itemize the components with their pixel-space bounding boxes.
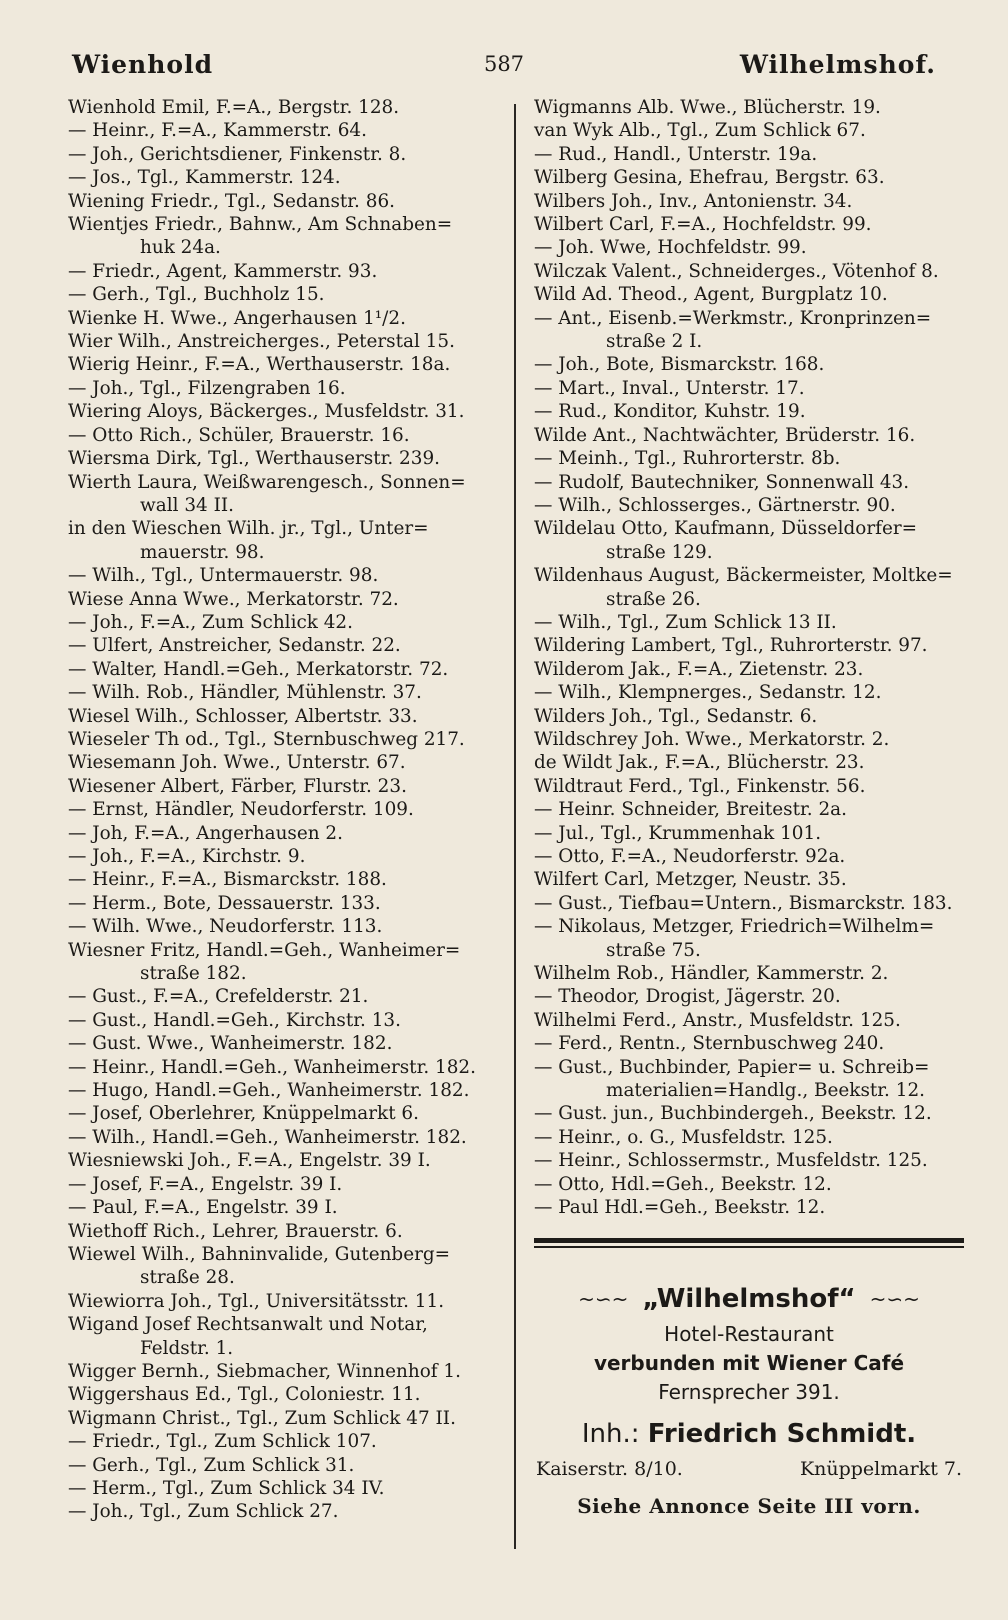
directory-entry: — Ant., Eisenb.=Werkmstr., Kronprinzen= [534, 307, 932, 329]
directory-entry: — Paul, F.=A., Engelstr. 39 I. [68, 1197, 338, 1219]
directory-entry: — Josef, F.=A., Engelstr. 39 I. [68, 1173, 343, 1195]
advert-owner-prefix: Inh.: [581, 1418, 640, 1449]
directory-entry-continuation: materialien=Handlg., Beekstr. 12. [606, 1080, 925, 1102]
advert-title: „Wilhelmshof“ [642, 1283, 856, 1314]
directory-entry: — Ernst, Händler, Neudorferstr. 109. [68, 799, 414, 821]
right-column [534, 96, 964, 1518]
directory-entry: Wienke H. Wwe., Angerhausen 1¹/2. [68, 307, 406, 329]
directory-entry: — Wilh. Wwe., Neudorferstr. 113. [68, 916, 383, 938]
directory-entry-continuation: straße 182. [140, 963, 247, 985]
directory-entry: Wiersma Dirk, Tgl., Werthauserstr. 239. [68, 448, 441, 470]
directory-entry: Wieseler Th od., Tgl., Sternbuschweg 217. [68, 728, 465, 750]
directory-entry: — Rudolf, Bautechniker, Sonnenwall 43. [534, 471, 910, 493]
directory-entry: — Meinh., Tgl., Ruhrorterstr. 8b. [534, 448, 841, 470]
directory-entry: — Wilh., Schlosserges., Gärtnerstr. 90. [534, 494, 896, 516]
directory-entry: — Heinr. Schneider, Breitestr. 2a. [534, 799, 847, 821]
advertisement [534, 1280, 964, 1518]
header-last-entry: Wilhelmshof. [739, 50, 936, 79]
advert-line-1: Hotel-Restaurant [664, 1321, 834, 1346]
advert-owner [534, 1413, 964, 1455]
directory-entry: — Joh. Wwe, Hochfeldstr. 99. [534, 237, 807, 259]
directory-entry: — Theodor, Drogist, Jägerstr. 20. [534, 986, 841, 1008]
directory-entry: — Friedr., Agent, Kammerstr. 93. [68, 260, 378, 282]
directory-entry-continuation: straße 75. [606, 939, 701, 961]
directory-entry: — Walter, Handl.=Geh., Merkatorstr. 72. [68, 658, 449, 680]
directory-entry: Wildtraut Ferd., Tgl., Finkenstr. 56. [534, 775, 866, 797]
left-column [68, 96, 504, 1524]
directory-entry: — Jos., Tgl., Kammerstr. 124. [68, 167, 341, 189]
directory-entry: — Wilh., Tgl., Untermauerstr. 98. [68, 565, 379, 587]
directory-entry: — Joh, F.=A., Angerhausen 2. [68, 822, 343, 844]
directory-entry: Wiening Friedr., Tgl., Sedanstr. 86. [68, 190, 395, 212]
directory-entry: — Joh., Tgl., Filzengraben 16. [68, 377, 346, 399]
directory-entry: Wigmanns Alb. Wwe., Blücherstr. 19. [534, 97, 881, 118]
directory-entry: Wilderom Jak., F.=A., Zietenstr. 23. [534, 658, 864, 680]
directory-entry: Wildenhaus August, Bäckermeister, Moltke= [534, 565, 953, 587]
directory-entry: Wilczak Valent., Schneiderges., Vötenhof 8. [534, 260, 939, 282]
advert-owner-name: Friedrich Schmidt. [647, 1418, 917, 1449]
directory-entry: — Wilh., Tgl., Zum Schlick 13 II. [534, 611, 837, 633]
directory-entry: Wiewel Wilh., Bahninvalide, Gutenberg= [68, 1243, 451, 1265]
directory-entry: de Wildt Jak., F.=A., Blücherstr. 23. [534, 752, 865, 774]
directory-entry: — Heinr., F.=A., Bismarckstr. 188. [68, 869, 387, 891]
directory-entry: — Otto, F.=A., Neudorferstr. 92a. [534, 846, 846, 867]
advert-line-2: verbunden mit Wiener Café [593, 1350, 905, 1375]
advert-rule-thick [534, 1238, 964, 1243]
directory-entry: Wiese Anna Wwe., Merkatorstr. 72. [68, 588, 399, 610]
right-entries [534, 96, 964, 1220]
directory-entry: — Joh., F.=A., Zum Schlick 42. [68, 611, 353, 633]
directory-entry-continuation: Feldstr. 1. [140, 1337, 234, 1359]
directory-entry-continuation: straße 2 I. [606, 331, 703, 353]
directory-entry: — Gust., F.=A., Crefelderstr. 21. [68, 986, 369, 1008]
directory-entry: Wilhelm Rob., Händler, Kammerstr. 2. [534, 963, 889, 985]
column-divider [514, 104, 516, 1549]
advert-title-row [534, 1280, 964, 1320]
directory-entry: — Ferd., Rentn., Sternbuschweg 240. [534, 1033, 885, 1055]
directory-entry: — Paul Hdl.=Geh., Beekstr. 12. [534, 1197, 826, 1219]
directory-entry: Wilbers Joh., Inv., Antonienstr. 34. [534, 190, 853, 212]
directory-entry: Wigger Bernh., Siebmacher, Winnenhof 1. [68, 1360, 461, 1382]
directory-entry: — Friedr., Tgl., Zum Schlick 107. [68, 1431, 377, 1453]
directory-entry: — Nikolaus, Metzger, Friedrich=Wilhelm= [534, 916, 935, 938]
directory-entry-continuation: straße 26. [606, 588, 701, 610]
directory-entry: — Josef, Oberlehrer, Knüppelmarkt 6. [68, 1103, 419, 1125]
advert-phone: Fernsprecher 391. [658, 1379, 840, 1404]
directory-entry: Wientjes Friedr., Bahnw., Am Schnaben= [68, 214, 453, 236]
directory-entry: — Ulfert, Anstreicher, Sedanstr. 22. [68, 635, 401, 657]
directory-entry-continuation: straße 28. [140, 1267, 235, 1289]
directory-entry: Wiesener Albert, Färber, Flurstr. 23. [68, 775, 407, 797]
directory-entry: — Wilh., Klempnerges., Sedanstr. 12. [534, 682, 882, 704]
directory-entry: Wiesemann Joh. Wwe., Unterstr. 67. [68, 752, 406, 774]
directory-entry: — Heinr., F.=A., Kammerstr. 64. [68, 120, 367, 142]
directory-entry: — Hugo, Handl.=Geh., Wanheimerstr. 182. [68, 1080, 470, 1102]
directory-entry: — Heinr., o. G., Musfeldstr. 125. [534, 1126, 833, 1148]
directory-entry: Wigmann Christ., Tgl., Zum Schlick 47 II. [68, 1407, 456, 1429]
directory-entry: — Gerh., Tgl., Buchholz 15. [68, 284, 325, 306]
directory-entry: Wierig Heinr., F.=A., Werthauserstr. 18a. [68, 354, 451, 376]
directory-entry: — Gust. jun., Buchbindergeh., Beekstr. 12. [534, 1103, 932, 1125]
page-header [62, 50, 946, 86]
flourish-left-icon: ~∽~ [578, 1286, 629, 1311]
directory-entry-continuation: huk 24a. [140, 237, 221, 259]
directory-entry: Wildschrey Joh. Wwe., Merkatorstr. 2. [534, 728, 890, 750]
directory-entry: — Jul., Tgl., Krummenhak 101. [534, 822, 822, 844]
directory-entry: Wilbert Carl, F.=A., Hochfeldstr. 99. [534, 214, 872, 236]
directory-entry: — Joh., F.=A., Kirchstr. 9. [68, 846, 306, 867]
directory-entry: — Joh., Bote, Bismarckstr. 168. [534, 354, 825, 376]
directory-entry: Wilfert Carl, Metzger, Neustr. 35. [534, 869, 847, 891]
directory-entry: Wilders Joh., Tgl., Sedanstr. 6. [534, 705, 818, 727]
directory-entry: Wiesner Fritz, Handl.=Geh., Wanheimer= [68, 939, 461, 961]
directory-entry: — Gust. Wwe., Wanheimerstr. 182. [68, 1033, 393, 1055]
directory-entry: — Gust., Tiefbau=Untern., Bismarckstr. 183. [534, 892, 953, 914]
directory-entry: — Heinr., Schlossermstr., Musfeldstr. 125. [534, 1150, 928, 1172]
page-number: 587 [483, 52, 525, 76]
directory-entry: Wigand Josef Rechtsanwalt und Notar, [68, 1314, 428, 1336]
directory-entry: van Wyk Alb., Tgl., Zum Schlick 67. [534, 120, 866, 142]
directory-entry: Wiesniewski Joh., F.=A., Engelstr. 39 I. [68, 1150, 431, 1172]
directory-entry: Wiesel Wilh., Schlosser, Albertstr. 33. [68, 705, 418, 727]
directory-entry: — Joh., Gerichtsdiener, Finkenstr. 8. [68, 143, 407, 165]
directory-entry: — Otto, Hdl.=Geh., Beekstr. 12. [534, 1173, 832, 1195]
directory-entry-continuation: straße 129. [606, 541, 713, 563]
header-first-entry: Wienhold [72, 50, 214, 79]
directory-entry-continuation: wall 34 II. [140, 494, 234, 516]
advert-rule-thin [534, 1246, 964, 1248]
directory-entry: Wilhelmi Ferd., Anstr., Musfeldstr. 125. [534, 1009, 901, 1031]
directory-entry: — Gust., Handl.=Geh., Kirchstr. 13. [68, 1009, 401, 1031]
directory-entry: — Gerh., Tgl., Zum Schlick 31. [68, 1454, 355, 1476]
directory-entry: — Otto Rich., Schüler, Brauerstr. 16. [68, 424, 410, 446]
directory-entry: — Heinr., Handl.=Geh., Wanheimerstr. 182. [68, 1056, 476, 1078]
directory-entry: Wild Ad. Theod., Agent, Burgplatz 10. [534, 284, 888, 306]
flourish-right-icon: ~∽~ [869, 1286, 920, 1311]
advert-addresses [534, 1455, 964, 1483]
directory-entry: Wier Wilh., Anstreicherges., Peterstal 15. [68, 331, 455, 353]
directory-entry: Wierth Laura, Weißwarengesch., Sonnen= [68, 471, 466, 493]
directory-entry: Wildelau Otto, Kaufmann, Düsseldorfer= [534, 518, 918, 540]
directory-entry: — Herm., Bote, Dessauerstr. 133. [68, 892, 381, 914]
advert-see-reference: Siehe Annonce Seite III vorn. [577, 1493, 921, 1518]
directory-entry: in den Wieschen Wilh. jr., Tgl., Unter= [68, 518, 429, 540]
directory-entry: — Herm., Tgl., Zum Schlick 34 IV. [68, 1477, 385, 1499]
directory-entry: — Wilh. Rob., Händler, Mühlenstr. 37. [68, 682, 422, 704]
directory-entry: — Wilh., Handl.=Geh., Wanheimerstr. 182. [68, 1126, 467, 1148]
directory-entry: Wiewiorra Joh., Tgl., Universitätsstr. 11. [68, 1290, 445, 1312]
directory-entry: — Rud., Konditor, Kuhstr. 19. [534, 401, 806, 423]
directory-entry-continuation: mauerstr. 98. [140, 541, 265, 563]
directory-entry: — Mart., Inval., Unterstr. 17. [534, 377, 805, 399]
directory-entry: Wiering Aloys, Bäckerges., Musfeldstr. 31. [68, 401, 465, 423]
advert-address-right: Knüppelmarkt 7. [799, 1457, 962, 1480]
directory-entry: Wiethoff Rich., Lehrer, Brauerstr. 6. [68, 1220, 403, 1242]
directory-entry: Wilberg Gesina, Ehefrau, Bergstr. 63. [534, 167, 885, 189]
directory-entry: Wilde Ant., Nachtwächter, Brüderstr. 16. [534, 424, 916, 446]
directory-entry: — Joh., Tgl., Zum Schlick 27. [68, 1501, 339, 1523]
directory-entry: Wiggershaus Ed., Tgl., Coloniestr. 11. [68, 1384, 421, 1406]
directory-entry: Wildering Lambert, Tgl., Ruhrorterstr. 97. [534, 635, 928, 657]
directory-entry: — Gust., Buchbinder, Papier= u. Schreib= [534, 1056, 930, 1078]
advert-address-left: Kaiserstr. 8/10. [536, 1457, 683, 1480]
directory-entry: — Rud., Handl., Unterstr. 19a. [534, 143, 818, 165]
directory-entry: Wienhold Emil, F.=A., Bergstr. 128. [68, 97, 400, 118]
